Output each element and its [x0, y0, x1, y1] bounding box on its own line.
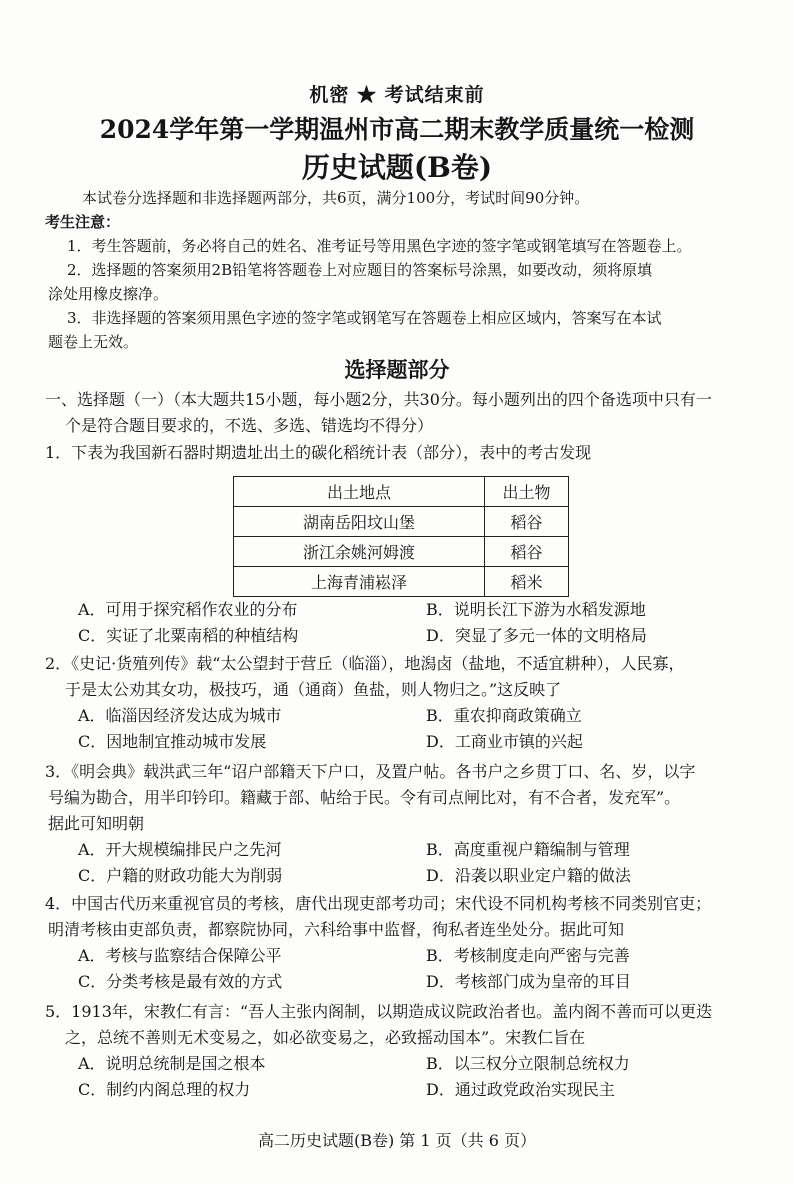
notice-item-2: 2．选择题的答案须用2B铅笔将答题卷上对应题目的答案标号涂黑，如要改动，须将原填 — [67, 261, 653, 279]
table-header-site: 出土地点 — [234, 477, 485, 507]
notice-item-1: 1．考生答题前，务必将自己的姓名、准考证号等用黑色字迹的签字笔或钢笔填写在答题卷上。 — [67, 237, 692, 255]
question-5-stem: 5．1913年，宋教仁有言：“吾人主张内阁制，以期造成议院政治者也。盖内阁不善而可以更迭 — [45, 1002, 713, 1021]
question-4-stem-cont: 明清考核由吏部负责，都察院协同，六科给事中监督，徇私者连坐处分。据此可知 — [48, 920, 625, 939]
table-row — [234, 507, 569, 537]
excavation-table — [233, 476, 569, 597]
question-2-stem: 2．《史记·货殖列传》载“太公望封于营丘（临淄），地潟卤（盐地，不适宜耕种），人民寡， — [45, 654, 685, 673]
q1-option-b: B．说明长江下游为水稻发源地 — [426, 600, 646, 619]
question-2-stem-cont: 于是太公劝其女功，极技巧，通（通商）鱼盐，则人物归之。”这反映了 — [65, 680, 562, 699]
q2-option-d: D．工商业市镇的兴起 — [426, 732, 583, 751]
table-cell-site: 浙江余姚河姆渡 — [234, 537, 485, 567]
q1-option-c: C．实证了北粟南稻的种植结构 — [78, 626, 299, 645]
table-cell-item: 稻谷 — [485, 537, 569, 567]
q4-option-d: D．考核部门成为皇帝的耳目 — [426, 972, 631, 991]
question-3-stem-end: 据此可知明朝 — [48, 814, 145, 833]
q1-option-a: A．可用于探究稻作农业的分布 — [78, 600, 298, 619]
table-row — [234, 537, 569, 567]
question-3-stem: 3．《明会典》载洪武三年“诏户部籍天下户口，及置户帖。各书户之乡贯丁口、名、岁，以字 — [45, 762, 696, 781]
q2-option-b: B．重农抑商政策确立 — [426, 706, 582, 725]
question-4-stem: 4．中国古代历来重视官员的考核，唐代出现吏部考功司；宋代设不同机构考核不同类别官吏； — [45, 894, 712, 913]
notice-item-3-cont: 题卷上无效。 — [48, 333, 139, 351]
q5-option-a: A．说明总统制是国之根本 — [78, 1054, 266, 1073]
q4-option-b: B．考核制度走向严密与完善 — [426, 946, 630, 965]
question-1-stem: 1．下表为我国新石器时期遗址出土的碳化稻统计表（部分），表中的考古发现 — [45, 443, 592, 462]
notice-item-2-cont: 涂处用橡皮擦净。 — [48, 285, 169, 303]
exam-intro: 本试卷分选择题和非选择题两部分，共6页，满分100分，考试时间90分钟。 — [82, 189, 590, 207]
table-header-row — [234, 477, 569, 507]
part1-heading-cont: 个是符合题目要求的，不选、多选、错选均不得分） — [65, 416, 434, 435]
subject-title: 历史试题(B卷) — [301, 151, 493, 184]
q3-option-d: D．沿袭以职业定户籍的做法 — [426, 866, 631, 885]
q5-option-b: B．以三权分立限制总统权力 — [426, 1054, 630, 1073]
notice-item-3: 3．非选择题的答案须用黑色字迹的签字笔或钢笔写在答题卷上相应区域内，答案写在本试 — [67, 309, 662, 327]
q2-option-c: C．因地制宜推动城市发展 — [78, 732, 267, 751]
part1-heading: 一、选择题（一）（本大题共15小题，每小题2分，共30分。每小题列出的四个备选项中只有一 — [45, 390, 712, 409]
table-header-item: 出土物 — [485, 477, 569, 507]
table-cell-item: 稻谷 — [485, 507, 569, 537]
page-footer: 高二历史试题(B卷) 第 1 页（共 6 页） — [257, 1131, 537, 1150]
q3-option-b: B．高度重视户籍编制与管理 — [426, 840, 630, 859]
q5-option-c: C．制约内阁总理的权力 — [78, 1080, 251, 1099]
q4-option-a: A．考核与监察结合保障公平 — [78, 946, 282, 965]
question-3-stem-cont: 号编为勘合，用半印钤印。籍藏于部、帖给于民。令有司点闸比对，有不合者，发充军”。 — [48, 788, 681, 807]
section-title: 选择题部分 — [344, 357, 450, 382]
q3-option-a: A．开大规模编排民户之先河 — [78, 840, 282, 859]
table-cell-item: 稻米 — [485, 567, 569, 597]
notice-label: 考生注意： — [45, 213, 121, 231]
table-cell-site: 上海青浦崧泽 — [234, 567, 485, 597]
question-5-stem-cont: 之，总统不善则无术变易之，如必欲变易之，必致摇动国本”。宋教仁旨在 — [65, 1028, 586, 1047]
q5-option-d: D．通过政党政治实现民主 — [426, 1080, 615, 1099]
table-row — [234, 567, 569, 597]
table-cell-site: 湖南岳阳坟山堡 — [234, 507, 485, 537]
q4-option-c: C．分类考核是最有效的方式 — [78, 972, 283, 991]
q3-option-c: C．户籍的财政功能大为削弱 — [78, 866, 283, 885]
confidential-label: 机密 ★ 考试结束前 — [309, 84, 485, 106]
q1-option-d: D．突显了多元一体的文明格局 — [426, 626, 647, 645]
q2-option-a: A．临淄因经济发达成为城市 — [78, 706, 282, 725]
exam-title: 2024学年第一学期温州市高二期末教学质量统一检测 — [99, 115, 695, 144]
